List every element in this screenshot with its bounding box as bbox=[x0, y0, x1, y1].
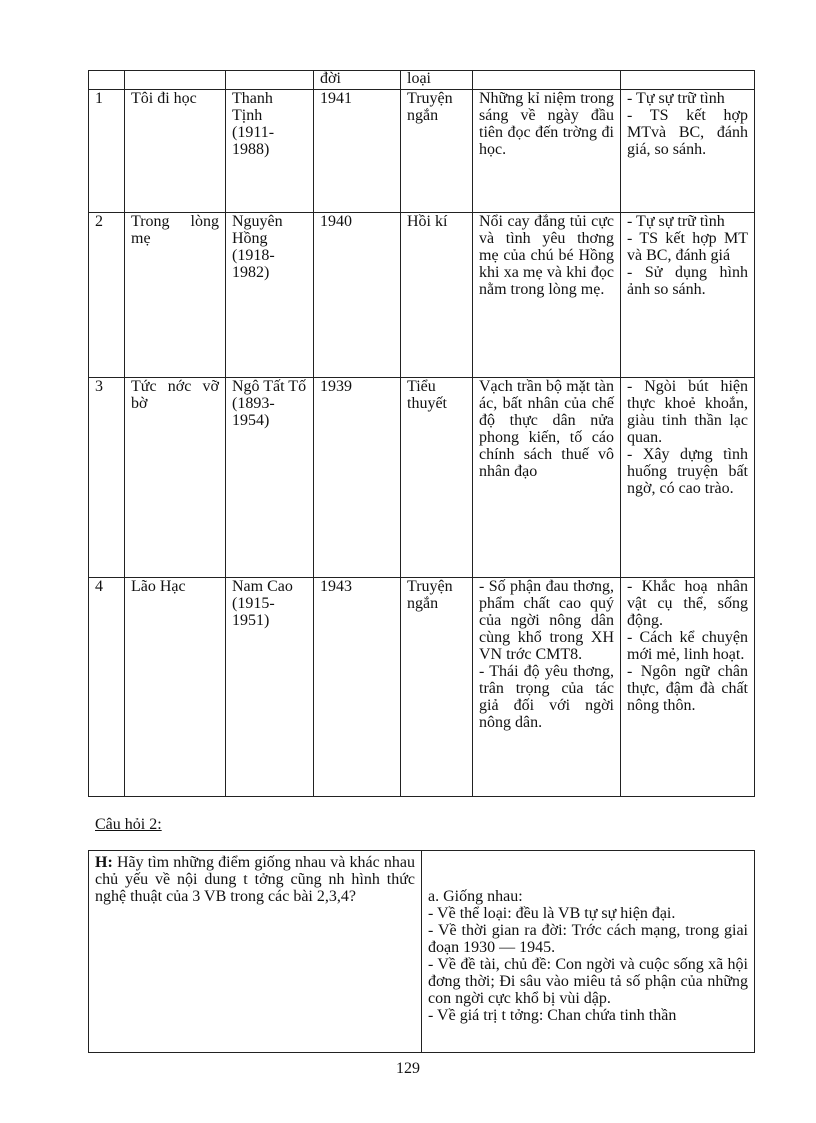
table-header-row bbox=[89, 71, 755, 90]
works-table bbox=[88, 70, 755, 797]
answer-text: a. Giống nhau: - Về thể loại: đều là VB tự sự hiện đại. - Về thời gian ra đời: Trớc cách mạng, trong giai đoạn 1930 — 1945. - Về đề tài, chủ đề: Con ngời và cuộc sống xã hội đơng thời; Đi sâu vào miêu tả số phận của những con ngời cực khổ bị vùi dập. - Về giá trị t tởng: Chan chứa tinh thần bbox=[428, 888, 748, 1024]
header-cell bbox=[89, 71, 125, 90]
work-content: Nổi cay đắng tủi cực và tình yêu thơng mẹ của chú bé Hồng khi xa mẹ và khi đọc nằm trong lòng mẹ. bbox=[473, 213, 621, 378]
row-number: 2 bbox=[89, 213, 125, 378]
work-art: - Tự sự trữ tình - TS kết hợp MT và BC, đánh giá - Sử dụng hình ảnh so sánh. bbox=[621, 213, 755, 378]
table-row bbox=[89, 90, 755, 213]
work-genre: Tiểu thuyết bbox=[401, 378, 473, 578]
answer-cell bbox=[422, 851, 755, 1053]
header-cell bbox=[473, 71, 621, 90]
header-cell bbox=[621, 71, 755, 90]
row-number: 4 bbox=[89, 578, 125, 797]
work-genre: Truyện ngắn bbox=[401, 578, 473, 797]
question-cell bbox=[89, 851, 422, 1053]
row-number: 1 bbox=[89, 90, 125, 213]
question-h-label: H: bbox=[95, 854, 113, 871]
question-text: Hãy tìm những điểm giống nhau và khác nhau chủ yếu về nội dung t tởng cũng nh hình thức nghệ thuật của 3 VB trong các bài 2,3,4? bbox=[95, 854, 415, 905]
work-title: Trong lòng mẹ bbox=[125, 213, 226, 378]
work-author: Nam Cao (1915- 1951) bbox=[226, 578, 314, 797]
question-2-label: Câu hỏi 2: bbox=[95, 816, 162, 833]
page-number: 129 bbox=[396, 1060, 420, 1077]
work-year: 1943 bbox=[314, 578, 401, 797]
header-cell bbox=[125, 71, 226, 90]
row-number: 3 bbox=[89, 378, 125, 578]
work-author: Thanh Tịnh (1911- 1988) bbox=[226, 90, 314, 213]
header-cell bbox=[226, 71, 314, 90]
table-row bbox=[89, 378, 755, 578]
work-art: - Khắc hoạ nhân vật cụ thể, sống động. - Cách kể chuyện mới mẻ, linh hoạt. - Ngôn ngữ chân thực, đậm đà chất nông thôn. bbox=[621, 578, 755, 797]
work-title: Tức nớc vỡ bờ bbox=[125, 378, 226, 578]
work-year: 1940 bbox=[314, 213, 401, 378]
question-2-row bbox=[89, 851, 755, 1053]
work-content: Vạch trần bộ mặt tàn ác, bất nhân của chế độ thực dân nửa phong kiến, tố cáo chính sách thuế vô nhân đạo bbox=[473, 378, 621, 578]
work-content: - Số phận đau thơng, phẩm chất cao quý của ngời nông dân cùng khổ trong XH VN trớc CMT8. - Thái độ yêu thơng, trân trọng của tác giả đối với ngời nông dân. bbox=[473, 578, 621, 797]
work-title: Lão Hạc bbox=[125, 578, 226, 797]
table-row bbox=[89, 578, 755, 797]
work-content: Những kỉ niệm trong sáng về ngày đầu tiên đọc đến trờng đi học. bbox=[473, 90, 621, 213]
work-author: Ngô Tất Tố (1893- 1954) bbox=[226, 378, 314, 578]
work-genre: Truyện ngắn bbox=[401, 90, 473, 213]
header-cell-year: đời bbox=[314, 71, 401, 90]
question-2-table bbox=[88, 850, 755, 1053]
header-cell-genre: loại bbox=[401, 71, 473, 90]
table-row bbox=[89, 213, 755, 378]
work-art: - Tự sự trữ tình - TS kết hợp MTvà BC, đánh giá, so sánh. bbox=[621, 90, 755, 213]
work-art: - Ngòi bút hiện thực khoẻ khoắn, giàu tinh thần lạc quan. - Xây dựng tình huống truyện bất ngờ, có cao trào. bbox=[621, 378, 755, 578]
work-author: Nguyên Hồng (1918- 1982) bbox=[226, 213, 314, 378]
work-year: 1939 bbox=[314, 378, 401, 578]
work-genre: Hồi kí bbox=[401, 213, 473, 378]
work-year: 1941 bbox=[314, 90, 401, 213]
work-title: Tôi đi học bbox=[125, 90, 226, 213]
